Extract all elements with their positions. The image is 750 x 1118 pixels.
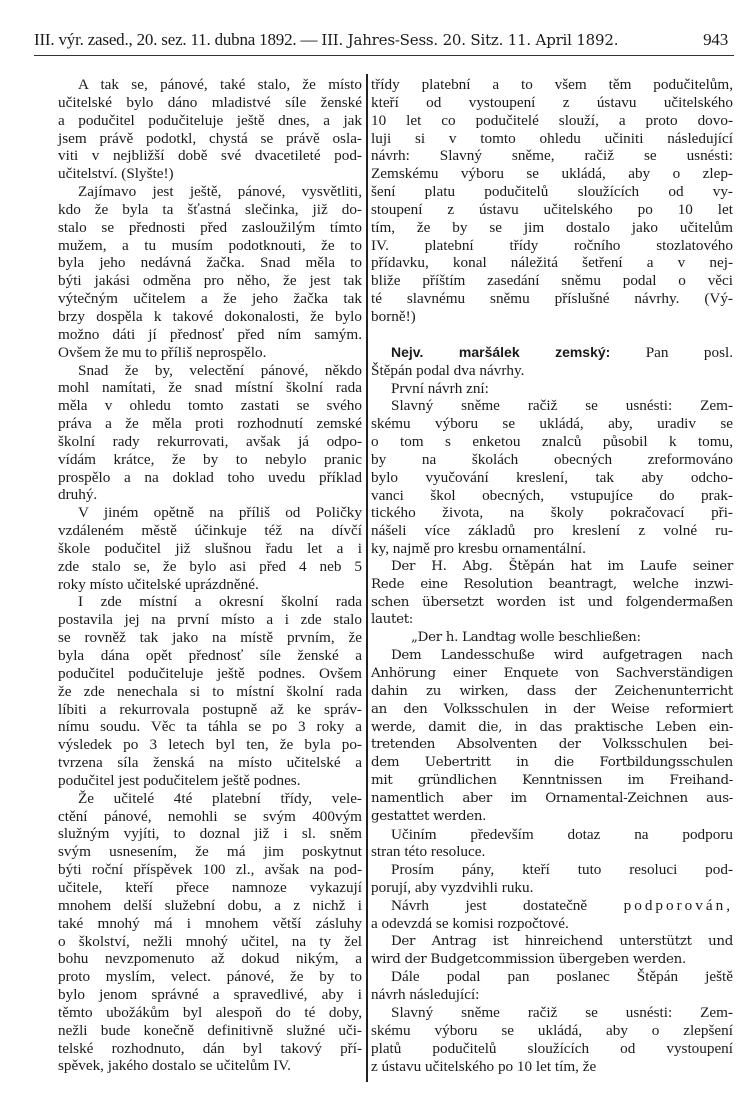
text-line: spěvek, jakého dostalo se učitelům IV. bbox=[58, 1057, 291, 1075]
header-german: III. Jahres-Sess. 20. Sitz. 11. April 1892. bbox=[321, 31, 619, 49]
text-line: postavila jej na první místo a i zde stalo bbox=[58, 611, 362, 629]
text-line: zde stalo se, že bylo asi před 4 neb 5 bbox=[58, 557, 362, 575]
text-line: Učiním především dotaz na podporu bbox=[391, 825, 733, 843]
paragraph bbox=[58, 504, 362, 593]
text-line: Prosím pány, kteří tuto resoluci pod- bbox=[391, 861, 733, 879]
text-line: třídy platební a to všem těm podučitelům, bbox=[371, 76, 733, 93]
text-line: byla jeho nedávná žačka. Snad měla to bbox=[58, 254, 362, 272]
text-line: Rede eine Resolution beantragt, welche inzwi- bbox=[371, 576, 733, 592]
text-line: vzdáleném městě účinkuje též na dívčí bbox=[58, 522, 362, 540]
text-line: bylo jenom správné a spravedlivé, aby i bbox=[58, 986, 362, 1004]
text-line: býti roční příspěvek 100 zl., avšak na pod- bbox=[58, 861, 362, 879]
text-line: druhý. bbox=[58, 486, 98, 504]
paragraph bbox=[371, 380, 733, 398]
text-line: že zde nenechala si to místní školní rada bbox=[58, 682, 362, 700]
text-line: učitele, kteří přece namnoze vykazují bbox=[58, 878, 362, 896]
paragraph bbox=[371, 1004, 733, 1075]
text-line: „Der h. Landtag wolle beschließen: bbox=[411, 630, 641, 646]
text-line: telské rozhodnuto, dán byl takový pří- bbox=[58, 1039, 362, 1057]
paragraph bbox=[58, 183, 362, 361]
text-line: Der H. Abg. Štěpán hat im Laufe seiner bbox=[391, 558, 733, 574]
text-line: těmto ubožákům byl alespoň do té doby, bbox=[58, 1003, 362, 1021]
text-line: výsledek po 3 letech byl ten, že byla po- bbox=[58, 736, 362, 754]
text-line: výtečným učitelem a že jeho žačka tak bbox=[58, 290, 362, 308]
text-line: I zde místní a okresní školní rada bbox=[78, 593, 362, 611]
text-line: ctění pánové, nemohli se svým 400vým bbox=[58, 807, 362, 825]
text-line: jsem právě podotkl, chystá se právě osla- bbox=[58, 129, 362, 147]
text-line: možno dáti jí přednosť před ním samým. bbox=[58, 325, 362, 343]
text-line: a podučitel podučiteluje ještě dnes, a jak bbox=[58, 111, 362, 129]
text-line: podučitel jest podučitelem ještě podnes. bbox=[58, 771, 301, 789]
text-line: Dem Landesschuße wird aufgetragen nach bbox=[391, 648, 733, 664]
text-line: škole podučitel již slušnou řadu let a i bbox=[58, 539, 362, 557]
text-line: borně!) bbox=[371, 307, 416, 325]
text-line: měla v ohledu tomto zastati se svého bbox=[58, 397, 362, 415]
paragraph bbox=[371, 397, 733, 558]
paragraph bbox=[58, 790, 362, 1076]
text-line: dem Uebertritt in die Fortbildungsschulen bbox=[371, 755, 733, 771]
column-divider bbox=[366, 74, 368, 1082]
text-line: prospělo a na doklad toho uvedu příklad bbox=[58, 468, 362, 486]
paragraph bbox=[371, 968, 733, 1004]
spaced-emphasis: podporován, bbox=[623, 896, 733, 914]
text-line: z ústavu učitelského po 10 let tím, že bbox=[371, 1057, 597, 1075]
text-line: přídavku, konal náležitá šetření a v nej- bbox=[371, 254, 733, 272]
text-line: porují, aby vyzdvihli ruku. bbox=[371, 879, 534, 897]
text-line: werde, damit die, in das praktische Leben ein- bbox=[371, 719, 733, 735]
text-line: namentlich aber im Ornamental-Zeichnen aus- bbox=[371, 790, 733, 806]
text-line: Slavný sněme račiž se usnésti: Zem- bbox=[391, 397, 733, 415]
text-line: roky místo učitelské uprázdněné. bbox=[58, 575, 259, 593]
text-line: o tom s enketou znalců působil k tomu, bbox=[371, 433, 733, 451]
text-line: byla dána opět přednosť síle ženské a bbox=[58, 647, 362, 664]
line-text: Návrh jest dostatečně bbox=[391, 896, 624, 914]
text-line: platů podučitelů sloužících od vystoupení bbox=[371, 1039, 733, 1057]
text-line: proto myslím, velect. pánové, že by to bbox=[58, 968, 362, 986]
paragraph bbox=[58, 76, 362, 183]
text-line: té slavnému sněmu příslušné návrhy. (Vý- bbox=[371, 290, 733, 308]
paragraph bbox=[371, 76, 733, 326]
text-line: Štěpán podal dva návrhy. bbox=[371, 361, 525, 379]
page-number: 943 bbox=[703, 30, 728, 49]
text-line: A tak se, pánové, také stalo, že místo bbox=[78, 76, 362, 93]
text-line: gestattet werden. bbox=[371, 808, 487, 824]
text-line: školní rady rekurrovati, avšak já odpo- bbox=[58, 432, 362, 450]
text-line: kdo že byla ta šťastná slečinka, již do- bbox=[58, 200, 362, 218]
text-line: Snad že by, velectění pánové, někdo bbox=[78, 361, 362, 379]
text-line: Der Antrag ist hinreichend unterstützt und bbox=[391, 933, 733, 949]
header-czech: III. výr. zased., 20. sez. 11. dubna 1892. — bbox=[34, 30, 318, 49]
text-line: tického života, na školy pokračovací při- bbox=[371, 504, 733, 522]
text-line: návrh: Slavný sněme, račiž se usnésti: bbox=[371, 147, 733, 165]
text-line: První návrh zní: bbox=[391, 379, 489, 397]
paragraph bbox=[58, 362, 362, 505]
paragraph bbox=[58, 593, 362, 789]
text-line: Že učitelé 4té platební třídy, vele- bbox=[78, 789, 362, 807]
text-line: také mnohý má i mnohem větší zásluhy bbox=[58, 914, 362, 932]
paragraph bbox=[371, 344, 733, 380]
text-line: mit gründlichen Kenntnissen im Freihand- bbox=[371, 773, 733, 789]
text-line: skému výboru se ukládá, aby, uradiv se bbox=[371, 415, 733, 433]
text-line bbox=[371, 897, 733, 915]
text-line: viti v nejbližší době své dvacetileté pod- bbox=[58, 147, 362, 165]
text-line: skému výboru se ukládá, aby o zlepšení bbox=[371, 1021, 733, 1039]
text-line: Zemskému výboru se ukládá, aby o zlep- bbox=[371, 165, 733, 183]
text-line: svým usnesením, že má jim poskytnut bbox=[58, 843, 362, 861]
text-line: V jiném opětně na příliš od Poličky bbox=[78, 504, 362, 522]
text-line: an den Volksschulen in der Weise reformiert bbox=[371, 701, 733, 717]
speaker-name: Nejv. maršálek zemský: bbox=[391, 343, 611, 360]
german-paragraph bbox=[371, 629, 733, 647]
text-line: by na školách obecných zreformováno bbox=[371, 450, 733, 468]
text-line: stran této resoluce. bbox=[371, 843, 486, 861]
right-column bbox=[371, 76, 733, 1075]
german-paragraph bbox=[371, 647, 733, 825]
text-line: Anhörung einer Enquete von Sachverständigen bbox=[371, 666, 733, 681]
text-line: mužem, a tu musím podotknouti, že to bbox=[58, 236, 362, 254]
text-line: bylo vyučování kreslení, tak aby odcho- bbox=[371, 468, 733, 486]
text-line: služným vyjíti, to doznal již i sl. sněm bbox=[58, 825, 362, 843]
text-line: dahin zu wirken, dass der Zeichenunterricht bbox=[371, 683, 733, 699]
paragraph bbox=[371, 861, 733, 897]
text-line: návrh následující: bbox=[371, 986, 480, 1004]
text-line: luji si v tomto ohledu učiniti následující bbox=[371, 129, 733, 147]
text-line: brzy dospěla k takové dokonalosti, že bylo bbox=[58, 307, 362, 325]
text-line: líbiti a rekurrovala postupně až ke správ- bbox=[58, 700, 362, 718]
text-line: schen übersetzt worden ist und folgendermaßen bbox=[371, 594, 733, 610]
text-line: podučitel podučiteluje ještě podnes. Ovšem bbox=[58, 664, 362, 682]
text-line: učitelské bylo dáno mladistvé síle ženské bbox=[58, 93, 362, 111]
text-line: a odevzdá se komisi rozpočtové. bbox=[371, 914, 569, 932]
text-line: ky, najmě pro kresbu ornamentální. bbox=[371, 540, 586, 558]
text-line: nežli bude konečně definitivně služné uči- bbox=[58, 1021, 362, 1039]
text-line: stalo se přednosti před zasloužilým tímto bbox=[58, 218, 362, 236]
text-line: stoupení z ústavu učitelského po 10 let bbox=[371, 200, 733, 218]
text-line: Slavný sněme račiž se usnésti: Zem- bbox=[391, 1004, 733, 1022]
paragraph bbox=[371, 897, 733, 933]
text-line: IV. platební třídy ročního stozlatového bbox=[371, 236, 733, 254]
text-line: se rovněž tak jako na místě prvním, že bbox=[58, 629, 362, 647]
text-line: lautet: bbox=[371, 612, 413, 628]
paragraph bbox=[371, 826, 733, 862]
text-line: práva a že měla proti rozhodnutí zemské bbox=[58, 415, 362, 433]
text-line: 10 let co podučitelé slouží, a proto dovo- bbox=[371, 111, 733, 129]
text-line: šení platu podučitelů sloužících od vy- bbox=[371, 183, 733, 201]
text-line: kteří od vystoupení z ústavu učitelského bbox=[371, 93, 733, 111]
text-line bbox=[371, 344, 733, 362]
text-line: wird der Budgetcommission übergeben werden. bbox=[371, 951, 686, 967]
text-line: Ovšem že mu to příliš neprospělo. bbox=[58, 343, 267, 361]
text-line: tretenden Absolventen der Volksschulen bei- bbox=[371, 737, 733, 753]
text-line: mnohem delší služební dobu, a z nichž i bbox=[58, 896, 362, 914]
text-line: vanci škol obecných, vstupujíce do prak- bbox=[371, 486, 733, 504]
left-column bbox=[58, 76, 362, 1075]
text-line: Dále podal pan poslanec Štěpán ještě bbox=[391, 968, 733, 986]
line-text: Pan posl. bbox=[610, 343, 733, 361]
text-line: tím, že by se jim dostalo jako učitelům bbox=[371, 218, 733, 236]
text-line: o školství, nežli mnohý učitel, na ty žel bbox=[58, 932, 362, 950]
text-line: mohl namítati, že snad místní školní rada bbox=[58, 379, 362, 397]
text-line: nášeli více základů pro kreslení z volné ru- bbox=[371, 522, 733, 540]
text-line: bohu nevzpomenuto až dokud nikým, a bbox=[58, 950, 362, 968]
text-line: učitelství. (Slyšte!) bbox=[58, 165, 174, 183]
text-line: tvrzena síla ženská na místo učitelské a bbox=[58, 754, 362, 772]
running-header bbox=[34, 30, 734, 56]
text-line: Zajímavo jest ještě, pánové, vysvětliti, bbox=[78, 183, 362, 201]
text-line: nímu soudu. Věc ta táhla se po 3 roky a bbox=[58, 718, 362, 736]
text-line: bliže příštím zasedání sněmu podal o věci bbox=[371, 272, 733, 290]
text-line: vídám krátce, že by to nebylo pranic bbox=[58, 450, 362, 468]
text-line: býti jakási odměna pro něho, že jest tak bbox=[58, 272, 362, 290]
german-paragraph bbox=[371, 558, 733, 629]
german-paragraph bbox=[371, 933, 733, 969]
